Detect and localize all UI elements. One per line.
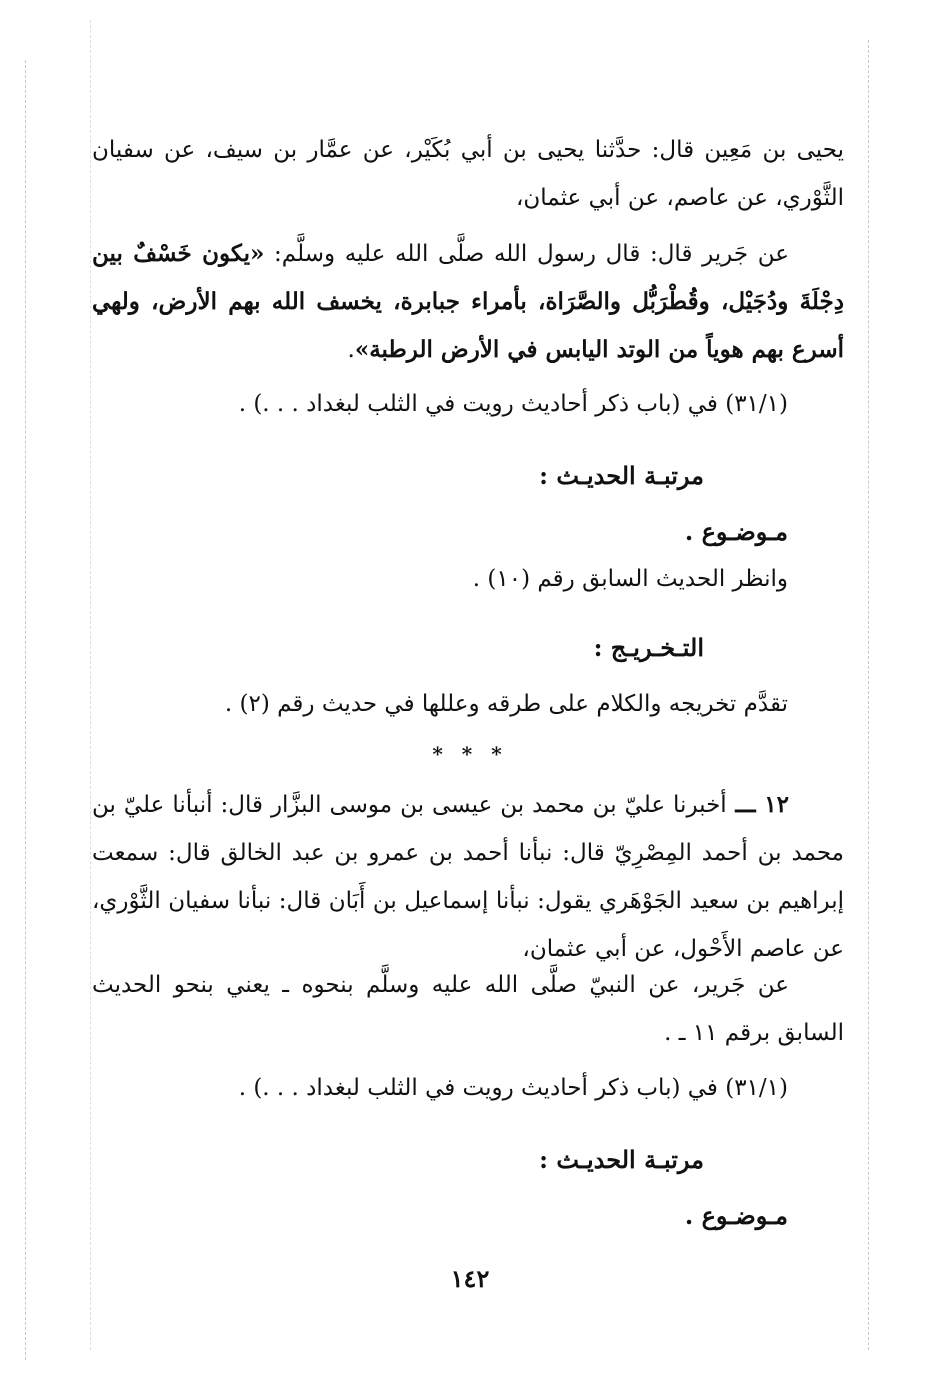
section-heading-rank: مرتبـة الحديـث : [539, 1145, 704, 1174]
section-separator: * * * [432, 742, 508, 766]
hadith-quote: «يكون خَسْفٌ بين دِجْلَةَ ودُجَيْل، وقُطْرَبُّل والصَّرَاة، بأمراء جبابرة، يخسف الله بهم الأرض، ولهي أسرع بهم هوياً من الوتد اليابس في الأرض الرطبة» [92, 240, 844, 363]
section-heading-takhrij: التـخـريـج : [593, 633, 704, 662]
margin-dashed-line [868, 40, 869, 1350]
page-number: ١٤٢ [450, 1264, 490, 1293]
rank-value: مـوضـوع . [684, 1201, 788, 1230]
hadith-end: . [347, 337, 355, 363]
rank-value: مـوضـوع . [684, 517, 788, 546]
hadith-text-paragraph [92, 230, 844, 374]
source-reference: (٣١/١) في (باب ذكر أحاديث رويت في الثلب لبغداد . . .) . [238, 1075, 788, 1101]
margin-dashed-line [90, 20, 91, 1350]
hadith-12-text: أخبرنا عليّ بن محمد بن عيسى بن موسى البزَّار قال: أنبأنا عليّ بن محمد بن أحمد المِصْرِيّ قال: نبأنا أحمد بن عمرو بن عبد الخالق قال: سمعت إبراهيم بن سعيد الجَوْهَري يقول: نبأنا إسماعيل بن أَبَان قال: نبأنا سفيان الثَّوْري، عن عاصم الأَحْول، عن أبي عثمان، [92, 792, 844, 962]
hadith-12-isnad [92, 781, 844, 973]
takhrij-text: تقدَّم تخريجه والكلام على طرقه وعللها في حديث رقم (٢) . [224, 691, 788, 717]
see-previous-note: وانظر الحديث السابق رقم (١٠) . [472, 566, 788, 592]
hadith-number: ١٢ ـــ [726, 791, 789, 818]
section-heading-rank: مرتبـة الحديـث : [539, 461, 704, 490]
hadith-12-matn: عن جَرير، عن النبيّ صلَّى الله عليه وسلَّم بنحوه ـ يعني بنحو الحديث السابق برقم ١١ ـ . [92, 972, 844, 1046]
hadith-intro: عن جَرير قال: قال رسول الله صلَّى الله عليه وسلَّم: [264, 241, 789, 267]
margin-dashed-line [25, 60, 26, 1360]
isnad-paragraph: يحيى بن مَعِين قال: حدَّثنا يحيى بن أبي بُكَيْر، عن عمَّار بن سيف، عن سفيان الثَّوْري، عن عاصم، عن أبي عثمان، [92, 137, 844, 211]
source-reference: (٣١/١) في (باب ذكر أحاديث رويت في الثلب لبغداد . . .) . [238, 391, 788, 417]
